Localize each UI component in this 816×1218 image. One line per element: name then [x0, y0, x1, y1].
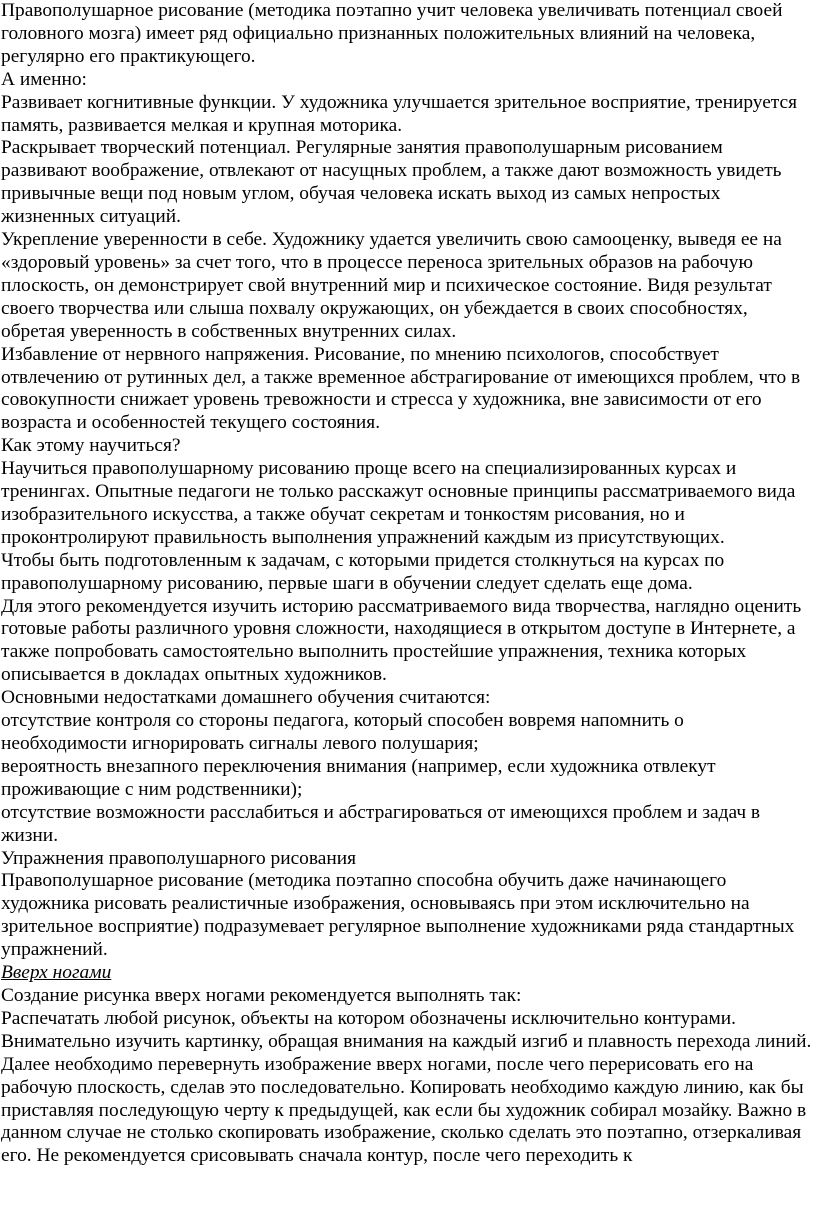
paragraph-upside-down-intro: Создание рисунка вверх ногами рекомендуется выполнять так: [1, 984, 522, 1006]
subheading-upside-down: Вверх ногами [1, 962, 112, 984]
paragraph-history: Для этого рекомендуется изучить историю рассматриваемого вида творчества, наглядно оценить готовые работы различного уровня сложности, находящиеся в открытом доступе в Интернете, а также попробовать самостоятельно выполнить простейшие упражнения, техника которых описывается в докладах опытных художников. [1, 595, 802, 686]
paragraph-exercises: Правополушарное рисование (методика поэтапно способна обучить даже начинающего художника рисовать реалистичные изображения, основываясь при этом исключительно на зрительное восприятие) подразумевает регулярное выполнение художниками ряда стандартных упражнений. [1, 870, 795, 961]
paragraph-intro: Правополушарное рисование (методика поэтапно учит человека увеличивать потенциал своей головного мозга) имеет ряд официально признанных положительных влияний на человека, регулярно его практикующего. [1, 0, 783, 67]
paragraph-namely: А именно: [1, 68, 87, 90]
paragraph-flip-image: Далее необходимо перевернуть изображение вверх ногами, после чего перерисовать его на рабочую плоскость, сделав это последовательно. Копировать необходимо каждую линию, как бы приставляя последующую черту к предыдущей, как если бы художник собирал мозайку. Важно в данном случае не столько скопировать изображение, сколько сделать это поэтапно, отзеркаливая его. Не рекомендуется срисовывать сначала контур, после чего переходить к [1, 1053, 807, 1167]
paragraph-creative: Раскрывает творческий потенциал. Регулярные занятия правополушарным рисованием развивают воображение, отвлекают от насущных проблем, а также дают возможность увидеть привычные вещи под новым углом, обучая человека искать выход из самых непростых жизненных ситуаций. [1, 137, 782, 228]
paragraph-how-to-learn: Как этому научиться? [1, 435, 181, 457]
section-heading-exercises: Упражнения правополушарного рисования [1, 847, 357, 869]
list-item-no-relax: отсутствие возможности расслабиться и абстрагироваться от имеющихся проблем и задач в жизни. [1, 801, 761, 846]
paragraph-tension: Избавление от нервного напряжения. Рисование, по мнению психологов, способствует отвлечению от рутинных дел, а также временное абстрагирование от имеющихся проблем, что в совокупности снижает уровень тревожности и стресса у художника, вне зависимости от его возраста и особенностей текущего состояния. [1, 343, 801, 434]
paragraph-drawbacks-intro: Основными недостатками домашнего обучения считаются: [1, 687, 491, 709]
paragraph-confidence: Укрепление уверенности в себе. Художнику удается увеличить свою самооценку, выведя ее на «здоровый уровень» за счет того, что в процессе переноса зрительных образов на рабочую плоскость, он демонстрирует свой внутренний мир и психическое состояние. Видя результат своего творчества или слыша похвалу окружающих, он убеждается в своих способностях, обретая уверенность в собственных внутренних силах. [1, 229, 782, 342]
paragraph-cognitive: Развивает когнитивные функции. У художника улучшается зрительное восприятие, тренируется память, развивается мелкая и крупная моторика. [1, 91, 798, 136]
paragraph-preparation: Чтобы быть подготовленным к задачам, с которыми придется столкнуться на курсах по правополушарному рисованию, первые шаги в обучении следует сделать еще дома. [1, 549, 725, 594]
document-body [1, 0, 813, 1168]
paragraph-courses: Научиться правополушарному рисованию проще всего на специализированных курсах и тренингах. Опытные педагоги не только расскажут основные принципы рассматриваемого вида изобразительного искусства, а также обучат секретам и тонкостям рисования, но и проконтролируют правильность выполнения упражнений каждым из присутствующих. [1, 458, 796, 548]
paragraph-print-picture: Распечатать любой рисунок, объекты на котором обозначены исключительно контурами. Внимательно изучить картинку, обращая внимания на каждый изгиб и плавность перехода линий. [1, 1007, 812, 1052]
list-item-distraction: вероятность внезапного переключения внимания (например, если художника отвлекут проживающие с ним родственники); [1, 755, 716, 800]
list-item-no-control: отсутствие контроля со стороны педагога, который способен вовремя напомнить о необходимости игнорировать сигналы левого полушария; [1, 710, 684, 754]
